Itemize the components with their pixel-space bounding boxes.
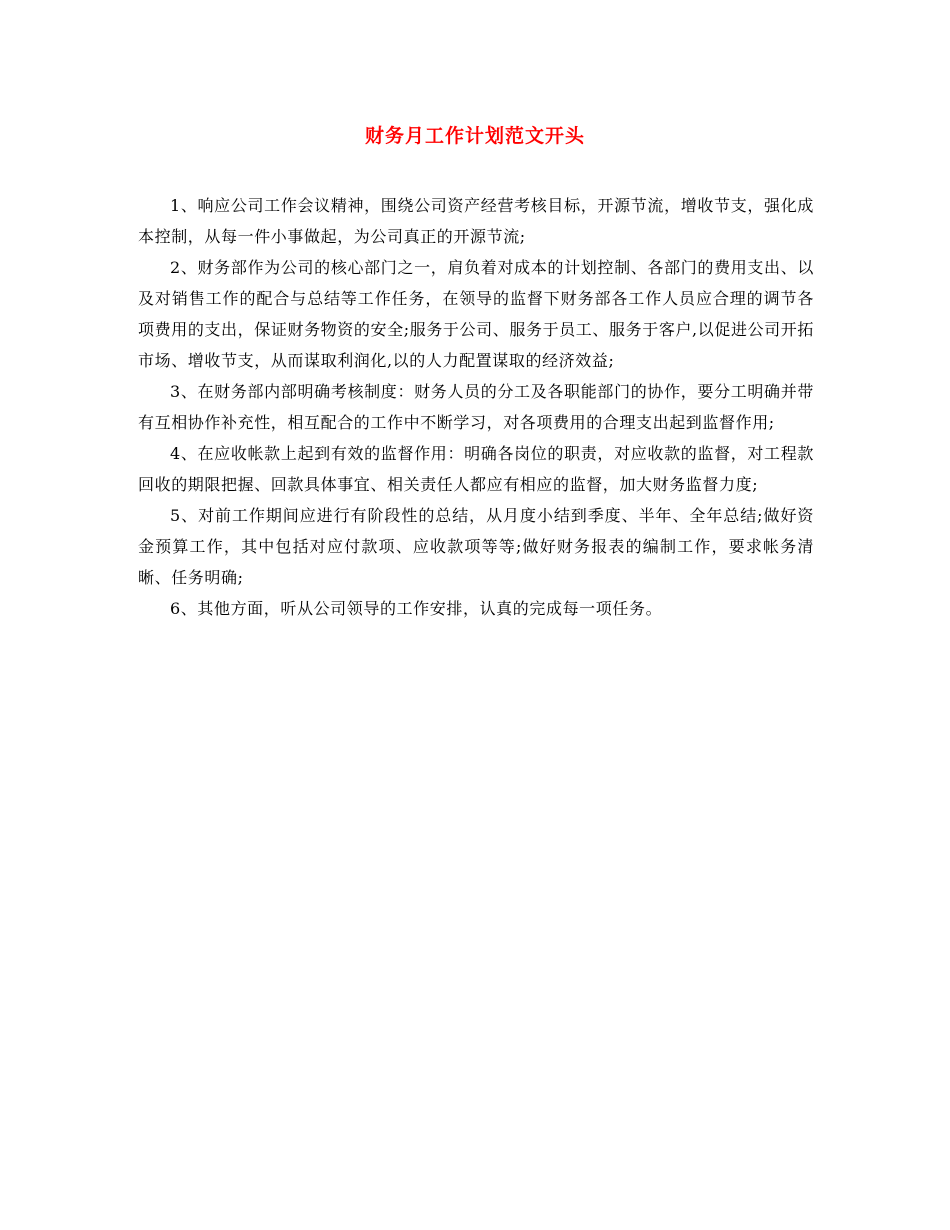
paragraph-5: 5、对前工作期间应进行有阶段性的总结，从月度小结到季度、半年、全年总结;做好资金预算工作，其中包括对应付款项、应收款项等等;做好财务报表的编制工作，要求帐务清晰、任务明确; [138,506,814,587]
paragraph-2: 2、财务部作为公司的核心部门之一，肩负着对成本的计划控制、各部门的费用支出、以及对销售工作的配合与总结等工作任务，在领导的监督下财务部各工作人员应合理的调节各项费用的支出，保证财务物资的安全;服务于公司、服务于员工、服务于客户,以促进公司开拓市场、增收节支，从而谋取利润化,以的人力配置谋取的经济效益; [138,258,814,370]
document-title: 财务月工作计划范文开头 [364,125,585,147]
paragraph-4: 4、在应收帐款上起到有效的监督作用：明确各岗位的职责，对应收款的监督，对工程款回收的期限把握、回款具体事宜、相关责任人都应有相应的监督，加大财务监督力度; [138,444,814,494]
paragraph-6: 6、其他方面，听从公司领导的工作安排，认真的完成每一项任务。 [170,599,663,618]
document-body [138,190,814,624]
paragraph-3: 3、在财务部内部明确考核制度：财务人员的分工及各职能部门的协作，要分工明确并带有互相协作补充性，相互配合的工作中不断学习，对各项费用的合理支出起到监督作用; [138,382,814,432]
paragraph-1: 1、响应公司工作会议精神，围绕公司资产经营考核目标，开源节流，增收节支，强化成本控制，从每一件小事做起，为公司真正的开源节流; [138,196,814,246]
